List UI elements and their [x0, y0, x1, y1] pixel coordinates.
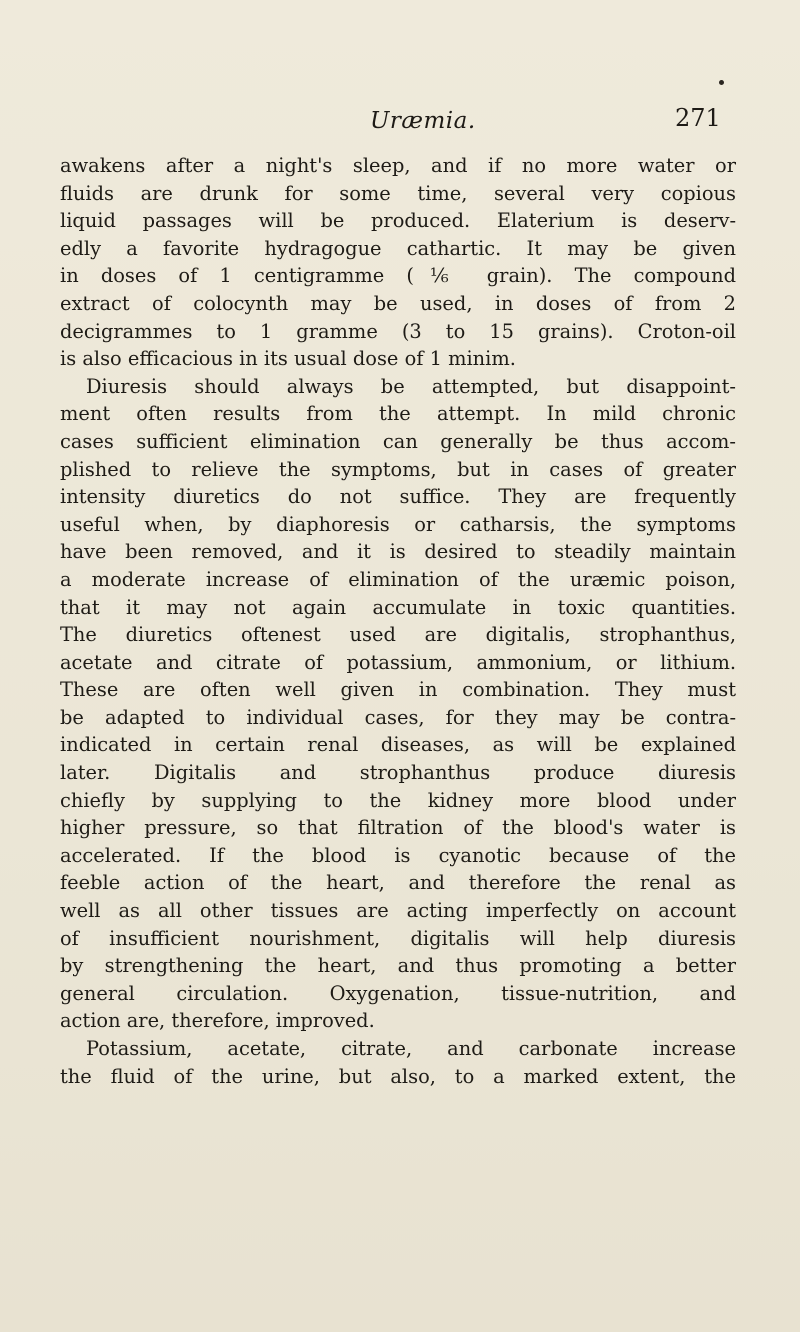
running-head: Uræmia. — [370, 108, 476, 134]
text-line: extract of colocynth may be used, in doses of from 2 — [60, 291, 736, 315]
text-line: general circulation. Oxygenation, tissue-nutrition, and — [60, 981, 736, 1005]
page-header — [0, 74, 800, 134]
text-line: liquid passages will be produced. Elaterium is deserv- — [60, 209, 736, 233]
text-line: acetate and citrate of potassium, ammonium, or lithium. — [60, 650, 736, 674]
text-line: intensity diuretics do not suffice. They are frequently — [60, 485, 736, 509]
text-line: later. Digitalis and strophanthus produce diuresis — [60, 761, 736, 785]
text-line: chiefly by supplying to the kidney more blood under — [60, 788, 736, 812]
text-line: a moderate increase of elimination of the uræmic poison, — [60, 567, 736, 591]
text-line: action are, therefore, improved. — [60, 1009, 375, 1033]
text-line: Diuresis should always be attempted, but disappoint- — [86, 374, 736, 398]
text-line: feeble action of the heart, and therefore the renal as — [60, 871, 736, 895]
text-line: Potassium, acetate, citrate, and carbonate increase — [86, 1037, 736, 1060]
body-text — [60, 152, 736, 1090]
text-line: have been removed, and it is desired to steadily maintain — [60, 540, 736, 564]
text-line: decigrammes to 1 gramme (3 to 15 grains). Croton-oil — [60, 319, 736, 343]
text-line: be adapted to individual cases, for they may be contra- — [60, 705, 736, 729]
text-line: indicated in certain renal diseases, as will be explained — [60, 733, 736, 757]
ink-speck — [719, 80, 724, 85]
text-line: by strengthening the heart, and thus promoting a better — [60, 954, 736, 978]
text-line: awakens after a night's sleep, and if no more water or — [60, 154, 736, 177]
text-line: higher pressure, so that filtration of the blood's water is — [60, 816, 736, 840]
text-line: cases sufficient elimination can generally be thus accom- — [60, 429, 736, 453]
text-line: These are often well given in combination. They must — [60, 678, 736, 702]
text-line: plished to relieve the symptoms, but in cases of greater — [60, 457, 736, 481]
text-line: edly a favorite hydragogue cathartic. It may be given — [60, 236, 736, 260]
text-line: of insufficient nourishment, digitalis will help diuresis — [60, 926, 736, 950]
text-line: the fluid of the urine, but also, to a marked extent, the — [60, 1064, 736, 1088]
text-line: well as all other tissues are acting imperfectly on account — [60, 899, 736, 923]
text-line: fluids are drunk for some time, several very copious — [60, 181, 736, 205]
text-line: in doses of 1 centigramme (⅙ grain). The compound — [60, 264, 736, 288]
text-line: accelerated. If the blood is cyanotic because of the — [60, 843, 736, 867]
page-number: 271 — [675, 104, 721, 132]
text-line: useful when, by diaphoresis or catharsis, the symptoms — [60, 512, 736, 536]
text-line: is also efficacious in its usual dose of 1 minim. — [60, 347, 516, 371]
text-line: that it may not again accumulate in toxic quantities. — [60, 595, 736, 619]
text-line: The diuretics oftenest used are digitalis, strophanthus, — [60, 623, 736, 647]
text-line: ment often results from the attempt. In mild chronic — [60, 402, 736, 426]
